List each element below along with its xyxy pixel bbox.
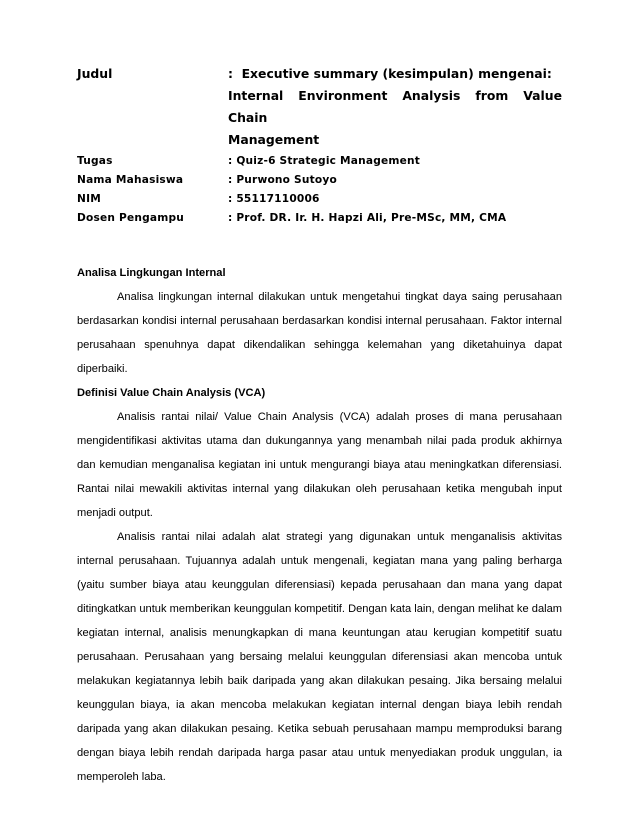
section-title-analisa: Analisa Lingkungan Internal xyxy=(77,267,226,279)
document-header xyxy=(77,63,562,228)
judul-line-1: Executive summary (kesimpulan) mengenai: xyxy=(241,66,552,81)
judul-row xyxy=(77,63,562,85)
paragraph: Analisis rantai nilai adalah alat strategi yang digunakan untuk menganalisis aktivitas internal perusahaan. Tujuannya adalah untuk mengenali, kegiatan mana yang paling berharga (yaitu sumber biaya atau keunggulan diferensiasi) kepada perusahaan dan mana yang dapat ditingkatkan untuk memberikan keunggulan kompetitif. Dengan kata lain, dengan melihat ke dalam kegiatan internal, analisis menungkapkan di mana keuntungan atau kerugian kompetitif suatu perusahaan. Perusahaan yang bersaing melalui keunggulan diferensiasi akan mencoba untuk melakukan kegiatannya lebih baik daripada yang akan dilakukan pesaing. Jika bersaing melalui keunggulan biaya, ia akan mencoba melakukan kegiatan internal dengan biaya lebih rendah daripada yang akan dilakukan pesaing. Ketika sebuah perusahaan mampu memproduksi barang dengan biaya lebih rendah daripada harga pasar atau untuk menyediakan produk unggulan, ia memperoleh laba. xyxy=(77,531,562,783)
paragraph: Analisis rantai nilai/ Value Chain Analysis (VCA) adalah proses di mana perusahaan mengidentifikasi aktivitas utama dan dukungannya yang menambah nilai pada produk akhirnya dan kemudian menganalisa kegiatan ini untuk mengurangi biaya atau meningkatkan diferensiasi. Rantai nilai mewakili aktivitas internal yang dilakukan oleh perusahaan ketika mengubah input menjadi output. xyxy=(77,411,562,519)
dosen-value: : Prof. DR. Ir. H. Hapzi Ali, Pre-MSc, MM, CMA xyxy=(228,212,507,224)
nama-row xyxy=(77,171,562,190)
tugas-value: : Quiz-6 Strategic Management xyxy=(228,155,421,167)
dosen-row xyxy=(77,209,562,228)
nama-label: Nama Mahasiswa xyxy=(77,174,184,186)
judul-colon: : xyxy=(228,66,242,81)
document-body xyxy=(77,261,562,789)
nama-value: : Purwono Sutoyo xyxy=(228,174,337,186)
nim-label: NIM xyxy=(77,193,101,205)
nim-value: : 55117110006 xyxy=(228,193,320,205)
judul-row-3 xyxy=(77,129,562,151)
dosen-label: Dosen Pengampu xyxy=(77,212,184,224)
judul-line-3: Management xyxy=(228,132,320,147)
judul-label: Judul xyxy=(77,66,113,81)
tugas-row xyxy=(77,152,562,171)
judul-row-2 xyxy=(77,85,562,129)
tugas-label: Tugas xyxy=(77,155,113,167)
judul-line-2: Internal Environment Analysis from Value Chain xyxy=(228,88,562,125)
nim-row xyxy=(77,190,562,209)
paragraph: Analisa lingkungan internal dilakukan untuk mengetahui tingkat daya saing perusahaan berdasarkan kondisi internal perusahaan berdasarkan kondisi internal perusahaan. Faktor internal perusahaan spenuhnya dapat dikendalikan sehingga kelemahan yang diketahuinya dapat diperbaiki. xyxy=(77,291,562,375)
section-title-definisi-vca: Definisi Value Chain Analysis (VCA) xyxy=(77,387,266,399)
